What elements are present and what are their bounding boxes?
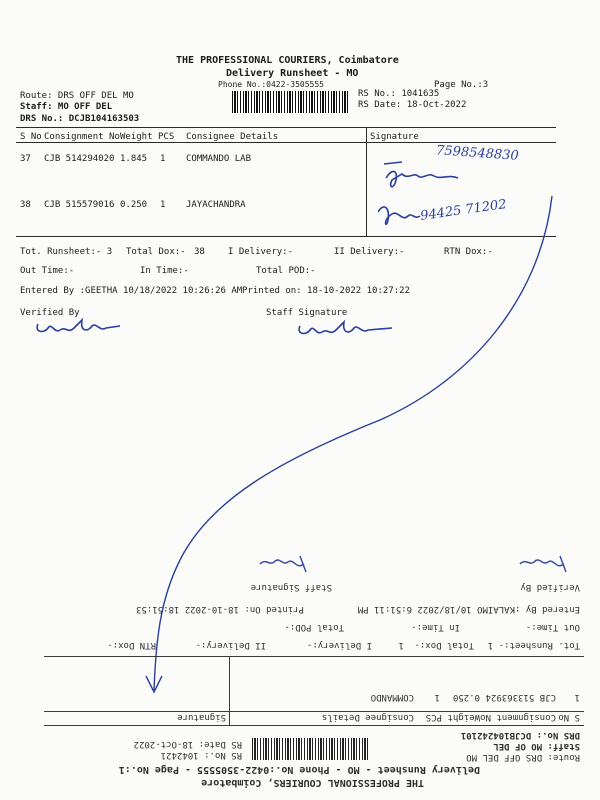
phone-number: Phone No.:0422-3505555: [218, 80, 324, 89]
total-pod: Total POD:-: [256, 266, 316, 276]
staff: Staff: MO OF DEL: [493, 741, 580, 751]
staff: Staff: MO OFF DEL: [20, 102, 113, 112]
printed-on: Printed on: 18-10-2022 10:27:22: [242, 286, 410, 296]
barcode: [252, 738, 368, 760]
drs-number: DRS No.: DCJB104242101: [460, 730, 580, 740]
verifier-signature: [510, 552, 570, 578]
col-sno: S No: [20, 132, 42, 142]
total-dox-value: 1: [398, 640, 404, 650]
rtn-dox: RTN Dox:-: [444, 247, 493, 257]
out-time: Out Time:-: [525, 622, 580, 632]
rs-number: RS No.: 1042421: [160, 750, 242, 760]
rs-number: RS No.: 1041635: [358, 89, 440, 99]
row-weight: 0.250: [120, 200, 148, 210]
verified-by: Verified By: [20, 308, 80, 318]
col-signature: Signature: [177, 712, 226, 722]
in-time: In Time:-: [411, 622, 460, 632]
col-consignee: Consignee Details: [321, 712, 414, 722]
row-consignment: CJB 515579016: [44, 200, 115, 210]
row-consignee: COMMANDO: [370, 692, 414, 702]
route: Route: DRS OFF DEL MO: [466, 752, 580, 762]
total-dox-value: 38: [194, 247, 205, 257]
total-pod: Total POD:-: [284, 622, 344, 632]
verified-by: Verified By: [520, 582, 580, 592]
handwritten-phone: 7598548830: [435, 143, 520, 164]
ii-delivery: II Delivery:-: [195, 640, 266, 650]
rs-date: RS Date: 18-Oct-2022: [133, 739, 242, 749]
ii-delivery: II Delivery:-: [334, 247, 405, 257]
table-top-rule: [44, 725, 584, 726]
total-dox-label: Total Dox:-: [126, 247, 186, 257]
staff-signature: Staff Signature: [266, 308, 348, 318]
row-sno: 1: [574, 692, 580, 702]
entered-by: Entered By :GEETHA 10/18/2022 10:26:26 AM: [20, 286, 243, 296]
col-consignment: Consignment No: [480, 712, 556, 722]
signature-column-rule: [229, 657, 230, 726]
doc-title: Delivery Runsheet - MO - Phone No.:0422-3505555 - Page No.:1: [118, 764, 480, 775]
rtn-dox: RTN Dox:-: [107, 640, 156, 650]
row-pcs: 1: [160, 200, 166, 210]
col-pcs: PCS: [158, 132, 175, 142]
col-consignee: Consignee Details: [186, 132, 279, 142]
drs-number: DRS No.: DCJB104163503: [20, 114, 140, 124]
col-signature: Signature: [370, 132, 419, 142]
tot-runsheet: Tot. Runsheet:- 1: [487, 640, 580, 650]
row-consignee: JAYACHANDRA: [186, 200, 246, 210]
tot-runsheet: Tot. Runsheet:- 3: [20, 247, 113, 257]
doc-title: Delivery Runsheet - MO: [226, 68, 359, 79]
row-sno: 38: [20, 200, 31, 210]
col-weight: Weight: [447, 712, 480, 722]
in-time: In Time:-: [140, 266, 189, 276]
row-consignment: CJB 514294020: [44, 154, 115, 164]
handwritten-phone: 94425 71202: [419, 197, 508, 224]
staff-signature: Staff Signature: [250, 582, 332, 592]
row-sno: 37: [20, 154, 31, 164]
printed-on: Printed On: 18-10-2022 18:51:53: [136, 604, 304, 614]
staff-signature-mark: [250, 552, 310, 578]
route: Route: DRS OFF DEL MO: [20, 91, 134, 101]
col-sno: S No: [558, 712, 580, 722]
row-weight: 1.845: [120, 154, 148, 164]
company-name: THE PROFESSIONAL COURIERS, Coimbatore: [176, 55, 399, 66]
entered-by: Entered By :KALAIMO 10/18/2022 6:51:11 PM: [357, 604, 580, 614]
row-consignment: CJB 513363924: [485, 692, 556, 702]
total-dox-label: Total Dox:-: [414, 640, 474, 650]
page-number: Page No.:3: [434, 80, 489, 90]
rs-date: RS Date: 18-Oct-2022: [358, 100, 467, 110]
company-name: THE PROFESSIONAL COURIERS, Coimbatore: [201, 777, 424, 788]
row-consignee: COMMANDO LAB: [186, 154, 252, 164]
i-delivery: I Delivery:-: [306, 640, 372, 650]
col-weight: Weight: [120, 132, 153, 142]
row-pcs: 1: [434, 692, 440, 702]
col-pcs: PCS: [425, 712, 442, 722]
row-pcs: 1: [160, 154, 166, 164]
out-time: Out Time:-: [20, 266, 75, 276]
col-consignment: Consignment No: [44, 132, 120, 142]
row-weight: 0.250: [452, 692, 480, 702]
table-bottom-rule: [44, 656, 584, 657]
i-delivery: I Delivery:-: [228, 247, 294, 257]
